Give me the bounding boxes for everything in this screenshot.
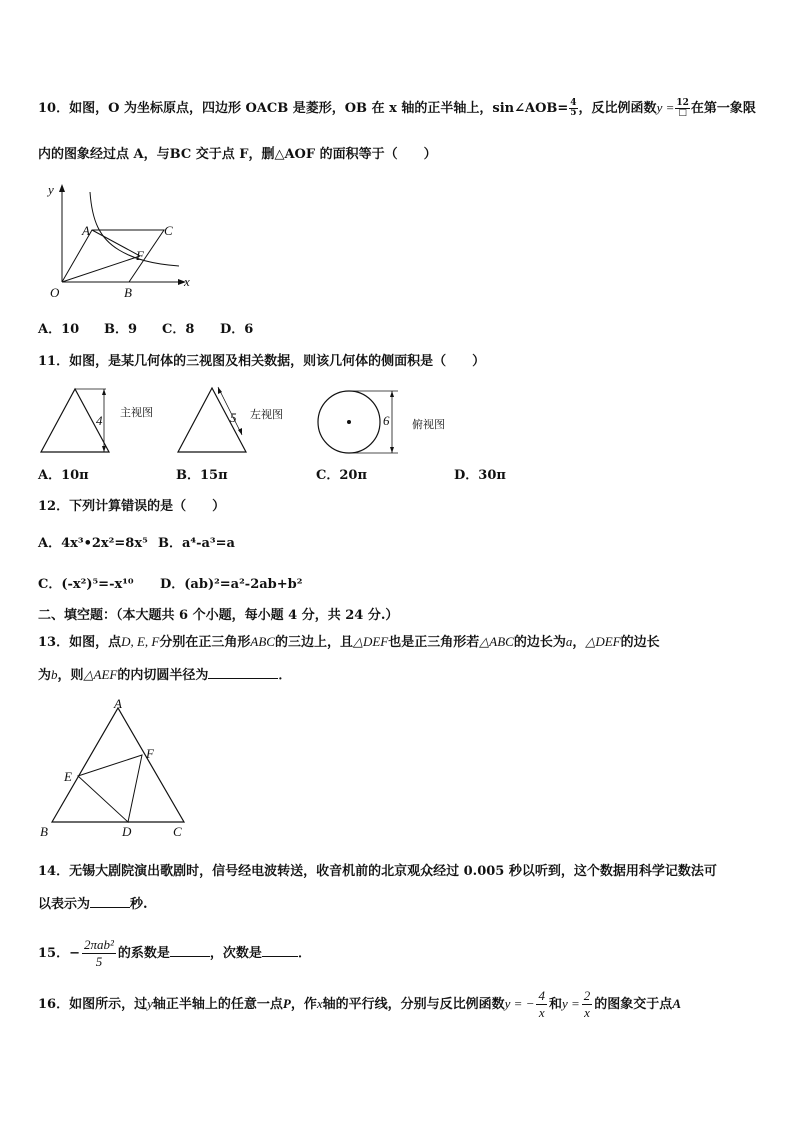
q11-left-view	[176, 385, 296, 457]
front-view-label: 主视图	[120, 406, 153, 419]
q11-option-c[interactable]: C．20π	[316, 468, 367, 483]
sin-fraction: $\frac{4}{5}$	[570, 98, 577, 118]
q12-option-a[interactable]: A．4x³•2x²=8x⁵	[38, 536, 148, 551]
q16-fraction-1: $\frac{4}{x}$	[538, 988, 545, 1020]
q15-line: 15．− $\frac{\text{2πab²}}{5}$ 的系数是 ，次数是 ．	[38, 937, 311, 969]
q12-option-b[interactable]: B．a⁴-a³=a	[158, 536, 235, 551]
front-height-label: 4	[96, 413, 103, 428]
label-x: x	[184, 274, 190, 289]
label-y: y	[48, 182, 54, 197]
q10-figure	[44, 180, 194, 300]
q13-answer-blank[interactable]	[208, 664, 278, 679]
label-e: E	[64, 769, 72, 784]
q10-option-b[interactable]: B．9	[104, 322, 138, 337]
q14-line2: 以表示为 秒.	[38, 893, 148, 915]
rhombus-oacb	[62, 230, 164, 282]
q12-option-d[interactable]: D．(ab)²=a²-2ab+b²	[160, 577, 303, 592]
q11-top-view	[316, 388, 466, 458]
q15-fraction: $\frac{\text{2πab²}}{5}$	[83, 937, 114, 969]
label-c: C	[173, 824, 182, 839]
top-diameter-label: 6	[383, 413, 390, 428]
q11-option-a[interactable]: A．10π	[38, 468, 89, 483]
label-a: A	[82, 223, 90, 238]
left-slant-label: 5	[230, 410, 237, 425]
q10-options	[38, 320, 253, 340]
label-a: A	[114, 696, 122, 711]
q10-option-c[interactable]: C．8	[162, 322, 195, 337]
q11-front-view	[38, 385, 168, 457]
q13-figure	[36, 698, 196, 840]
label-f: F	[146, 746, 154, 761]
q15-degree-blank[interactable]	[262, 942, 298, 957]
q11-stem: 11．如图，是某几何体的三视图及相关数据，则该几何体的侧面积是（ ）	[38, 354, 486, 369]
top-view-label: 俯视图	[412, 418, 445, 431]
q10-option-d[interactable]: D．6	[220, 322, 254, 337]
q16-line1: 16．如图所示，过y轴正半轴上的任意一点P，作x轴的平行线，分别与反比例函数y = − $\frac{4}{x}$ 和y = $\frac{2}{x}$ 的图象交于点A	[38, 988, 681, 1020]
q12-options-row1	[38, 534, 235, 554]
label-b: B	[40, 824, 48, 839]
q16-fraction-2: $\frac{2}{x}$	[583, 988, 591, 1020]
label-d: D	[122, 824, 132, 839]
segment-af	[92, 230, 140, 256]
q13-line2: 为b，则△AEF的内切圆半径为 ．	[38, 664, 291, 686]
q14-line1: 14．无锡大剧院演出歌剧时，信号经电波转送，收音机前的北京观众经过 0.005 秒以听到，这个数据用科学记数法可	[38, 864, 717, 879]
q10-option-a[interactable]: A．10	[38, 322, 80, 337]
label-f: F	[136, 248, 144, 263]
q12-options-row2	[38, 575, 302, 595]
label-o: O	[50, 285, 60, 300]
q12-stem: 12．下列计算错误的是（ ）	[38, 499, 226, 514]
y-axis-arrow	[59, 184, 65, 192]
func-fraction: $\frac{12}{□}$	[676, 98, 689, 118]
label-c: C	[164, 223, 173, 238]
left-view-label: 左视图	[250, 408, 283, 421]
top-center-dot	[347, 420, 351, 424]
segment-of	[62, 256, 140, 282]
triangle-def	[78, 755, 142, 822]
q11-option-d[interactable]: D．30π	[454, 468, 506, 483]
q10-line2: 内的图象经过点 A，与BC 交于点 F，删△AOF 的面积等于（ ）	[38, 147, 437, 162]
q11-options	[38, 466, 506, 486]
q10-line1: 10．如图，O 为坐标原点，四边形 OACB 是菱形，OB 在 x 轴的正半轴上，sin∠AOB= $\frac{4}{5}$ ，反比例函数y = $\frac{12}{□}$ 在第一象限	[38, 98, 756, 118]
q14-answer-blank[interactable]	[90, 893, 130, 908]
triangle-abc	[52, 708, 184, 822]
q15-coefficient-blank[interactable]	[170, 942, 210, 957]
q11-option-b[interactable]: B．15π	[176, 468, 228, 483]
q12-option-c[interactable]: C．(-x²)⁵=-x¹⁰	[38, 577, 134, 592]
section-heading: 二、填空题：（本大题共 6 个小题，每小题 4 分，共 24 分.）	[38, 608, 399, 623]
q13-line1: 13．如图，点D, E, F分别在正三角形ABC的三边上，且△DEF也是正三角形若△ABC的边长为a，△DEF的边长	[38, 634, 660, 650]
label-b: B	[124, 285, 132, 300]
